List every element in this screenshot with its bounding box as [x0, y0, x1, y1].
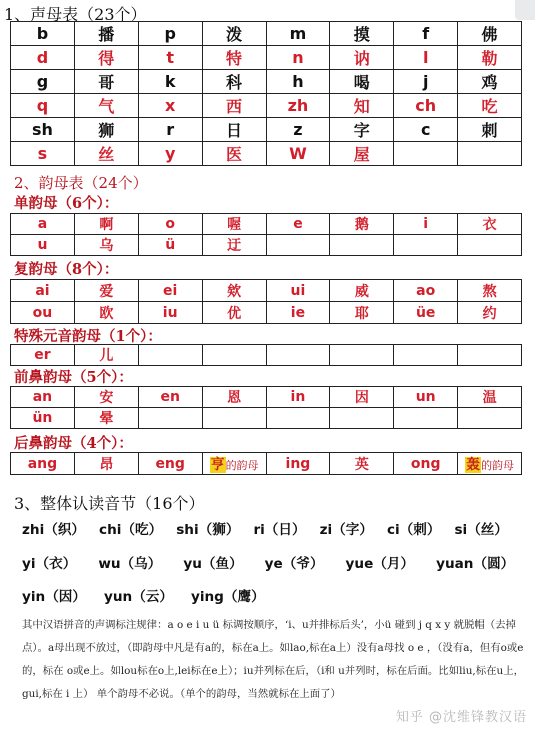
- pinyin-cell: ang: [11, 453, 75, 475]
- table-row: [11, 214, 522, 235]
- hanzi-cell: [458, 453, 522, 475]
- pinyin-cell: r: [138, 118, 202, 142]
- hanzi-cell: 乌: [74, 235, 138, 256]
- pinyin-cell: p: [138, 22, 202, 46]
- te-title: 特殊元音韵母（1个）：: [14, 328, 162, 345]
- hanzi-cell: 日: [202, 118, 266, 142]
- hanzi-cell: 科: [202, 70, 266, 94]
- empty-cell: [458, 235, 522, 256]
- hanzi-cell: 丝: [74, 142, 138, 166]
- pinyin-cell: f: [394, 22, 458, 46]
- syllable: yu（鱼）: [183, 556, 243, 572]
- hanzi-cell: 西: [202, 94, 266, 118]
- table-row: [11, 70, 522, 94]
- pinyin-cell: c: [394, 118, 458, 142]
- pinyin-cell: ai: [11, 280, 75, 302]
- empty-cell: [458, 408, 522, 429]
- empty-cell: [458, 345, 522, 366]
- qianbi-table: [10, 386, 522, 429]
- empty-cell: [394, 142, 458, 166]
- hanzi-cell: 勒: [458, 46, 522, 70]
- hanzi-cell: [202, 453, 266, 475]
- syllable: zhi（织）: [22, 522, 86, 538]
- watermark: 知乎 @沈维锋教汉语: [395, 710, 527, 725]
- syllable: yi（衣）: [22, 556, 77, 572]
- hanzi-cell: 特: [202, 46, 266, 70]
- tone-rule-paragraph: 其中汉语拼音的声调标注规律：a o e i u ü 标调按顺序，‘i、u并排标后头’，小ü 碰到 j q x y 就脱帽（去掉点）。a母出现不放过，（即韵母中凡是有a的，标在a上。如lao,标在a上）没有a母找 o e ，（没有a，但有o或e的，标在 o或e上。如lou标在o上,lei标在e上）；iu并列标在后，（i和 u并列时，标在后面。比如liu,标在u上，gui,标在 i 上） 单个韵母不必说。（单个的韵母，当然就标在上面了）: [22, 619, 524, 700]
- pinyin-cell: t: [138, 46, 202, 70]
- pinyin-cell: d: [11, 46, 75, 70]
- syllable: yue（月）: [345, 556, 415, 572]
- hanzi-cell: 字: [330, 118, 394, 142]
- empty-cell: [266, 408, 330, 429]
- hanzi-cell: 恩: [202, 387, 266, 408]
- empty-cell: [266, 345, 330, 366]
- empty-cell: [394, 345, 458, 366]
- pinyin-cell: ong: [394, 453, 458, 475]
- hanzi-note: 的韵母: [225, 458, 259, 472]
- zhengti-row-1: [22, 518, 522, 538]
- pinyin-cell: u: [11, 235, 75, 256]
- empty-cell: [138, 345, 202, 366]
- empty-cell: [266, 235, 330, 256]
- pinyin-cell: ei: [138, 280, 202, 302]
- syllable: yin（因）: [22, 589, 86, 605]
- pinyin-cell: in: [266, 387, 330, 408]
- pinyin-cell: un: [394, 387, 458, 408]
- hou-title: 后鼻韵母（4个）：: [14, 435, 133, 452]
- shengmu-table: [10, 21, 522, 166]
- hanzi-cell: 啊: [74, 214, 138, 235]
- hanzi-cell: 播: [74, 22, 138, 46]
- syllable: zi（字）: [319, 522, 373, 538]
- hanzi-cell: 英: [330, 453, 394, 475]
- empty-cell: [458, 142, 522, 166]
- table-row: [11, 118, 522, 142]
- table-row: [11, 94, 522, 118]
- hanzi-cell: 得: [74, 46, 138, 70]
- pinyin-cell: ao: [394, 280, 458, 302]
- pinyin-cell: ui: [266, 280, 330, 302]
- houbi-table: [10, 452, 522, 475]
- pinyin-cell: W: [266, 142, 330, 166]
- table-row: [11, 408, 522, 429]
- hanzi-cell: 哥: [74, 70, 138, 94]
- hanzi-cell: 气: [74, 94, 138, 118]
- highlighted-hanzi: 亨: [210, 456, 225, 473]
- syllable: chi（吃）: [99, 522, 163, 538]
- syllable: ci（刺）: [386, 522, 441, 538]
- pinyin-cell: o: [138, 214, 202, 235]
- dan-title: 单韵母（6个）：: [14, 195, 119, 212]
- pinyin-cell: zh: [266, 94, 330, 118]
- pinyin-cell: i: [394, 214, 458, 235]
- section-3-title: 3、整体认读音节（16个）: [14, 494, 205, 513]
- table-row: [11, 387, 522, 408]
- hanzi-cell: 欸: [202, 280, 266, 302]
- pinyin-cell: y: [138, 142, 202, 166]
- hanzi-cell: 鸡: [458, 70, 522, 94]
- pinyin-cell: sh: [11, 118, 75, 142]
- table-row: [11, 22, 522, 46]
- hanzi-cell: 喔: [202, 214, 266, 235]
- corner-tab: [515, 0, 535, 20]
- danyunmu-table: [10, 213, 522, 256]
- empty-cell: [202, 345, 266, 366]
- syllable: yun（云）: [103, 589, 173, 605]
- table-row: [11, 302, 522, 324]
- pinyin-cell: an: [11, 387, 75, 408]
- hanzi-cell: 知: [330, 94, 394, 118]
- pinyin-cell: z: [266, 118, 330, 142]
- qian-title: 前鼻韵母（5个）：: [14, 369, 133, 386]
- hanzi-cell: 佛: [458, 22, 522, 46]
- teshu-table: [10, 344, 522, 366]
- fuyunmu-table: [10, 279, 522, 324]
- empty-cell: [394, 235, 458, 256]
- pinyin-cell: eng: [138, 453, 202, 475]
- syllable: yuan（圆）: [436, 556, 515, 572]
- hanzi-cell: 晕: [74, 408, 138, 429]
- hanzi-cell: 讷: [330, 46, 394, 70]
- hanzi-cell: 摸: [330, 22, 394, 46]
- fu-title: 复韵母（8个）：: [14, 261, 119, 278]
- empty-cell: [138, 408, 202, 429]
- pinyin-cell: ch: [394, 94, 458, 118]
- syllable: ying（鹰）: [190, 589, 265, 605]
- pinyin-cell: n: [266, 46, 330, 70]
- hanzi-cell: 迂: [202, 235, 266, 256]
- pinyin-cell: ü: [138, 235, 202, 256]
- pinyin-cell: üe: [394, 302, 458, 324]
- pinyin-cell: ün: [11, 408, 75, 429]
- hanzi-cell: 因: [330, 387, 394, 408]
- hanzi-cell: 威: [330, 280, 394, 302]
- section-2-title: 2、韵母表（24个）: [14, 174, 148, 192]
- highlighted-hanzi: 轰: [466, 456, 481, 473]
- pinyin-cell: h: [266, 70, 330, 94]
- zhengti-row-2: [22, 552, 535, 572]
- pinyin-cell: m: [266, 22, 330, 46]
- hanzi-cell: 耶: [330, 302, 394, 324]
- hanzi-cell: 熬: [458, 280, 522, 302]
- hanzi-cell: 爱: [74, 280, 138, 302]
- table-row: [11, 453, 522, 475]
- pinyin-cell: ing: [266, 453, 330, 475]
- hanzi-cell: 鹅: [330, 214, 394, 235]
- table-row: [11, 280, 522, 302]
- table-row: [11, 345, 522, 366]
- zhengti-row-3: [22, 585, 283, 605]
- syllable: ri（日）: [253, 522, 306, 538]
- hanzi-cell: 昂: [74, 453, 138, 475]
- pinyin-cell: q: [11, 94, 75, 118]
- hanzi-cell: 衣: [458, 214, 522, 235]
- table-row: [11, 235, 522, 256]
- pinyin-cell: x: [138, 94, 202, 118]
- hanzi-cell: 屋: [330, 142, 394, 166]
- syllable: si（丝）: [454, 522, 508, 538]
- section-1-title: 1、声母表（23个）: [4, 5, 147, 24]
- table-row: [11, 142, 522, 166]
- hanzi-cell: 喝: [330, 70, 394, 94]
- pinyin-cell: ou: [11, 302, 75, 324]
- pinyin-cell: e: [266, 214, 330, 235]
- syllable: shi（狮）: [176, 522, 240, 538]
- hanzi-cell: 温: [458, 387, 522, 408]
- pinyin-cell: ie: [266, 302, 330, 324]
- pinyin-cell: s: [11, 142, 75, 166]
- table-row: [11, 46, 522, 70]
- pinyin-cell: en: [138, 387, 202, 408]
- empty-cell: [330, 235, 394, 256]
- empty-cell: [330, 345, 394, 366]
- hanzi-cell: 欧: [74, 302, 138, 324]
- pinyin-cell: k: [138, 70, 202, 94]
- syllable: wu（乌）: [98, 556, 162, 572]
- syllable: ye（爷）: [264, 556, 324, 572]
- hanzi-cell: 优: [202, 302, 266, 324]
- hanzi-cell: 儿: [74, 345, 138, 366]
- pinyin-cell: b: [11, 22, 75, 46]
- hanzi-cell: 医: [202, 142, 266, 166]
- pinyin-cell: j: [394, 70, 458, 94]
- hanzi-cell: 泼: [202, 22, 266, 46]
- empty-cell: [394, 408, 458, 429]
- pinyin-cell: g: [11, 70, 75, 94]
- pinyin-cell: iu: [138, 302, 202, 324]
- hanzi-note: 的韵母: [481, 458, 515, 472]
- empty-cell: [330, 408, 394, 429]
- pinyin-cell: l: [394, 46, 458, 70]
- empty-cell: [202, 408, 266, 429]
- hanzi-cell: 吃: [458, 94, 522, 118]
- hanzi-cell: 约: [458, 302, 522, 324]
- pinyin-cell: a: [11, 214, 75, 235]
- hanzi-cell: 安: [74, 387, 138, 408]
- pinyin-cell: er: [11, 345, 75, 366]
- hanzi-cell: 狮: [74, 118, 138, 142]
- hanzi-cell: 刺: [458, 118, 522, 142]
